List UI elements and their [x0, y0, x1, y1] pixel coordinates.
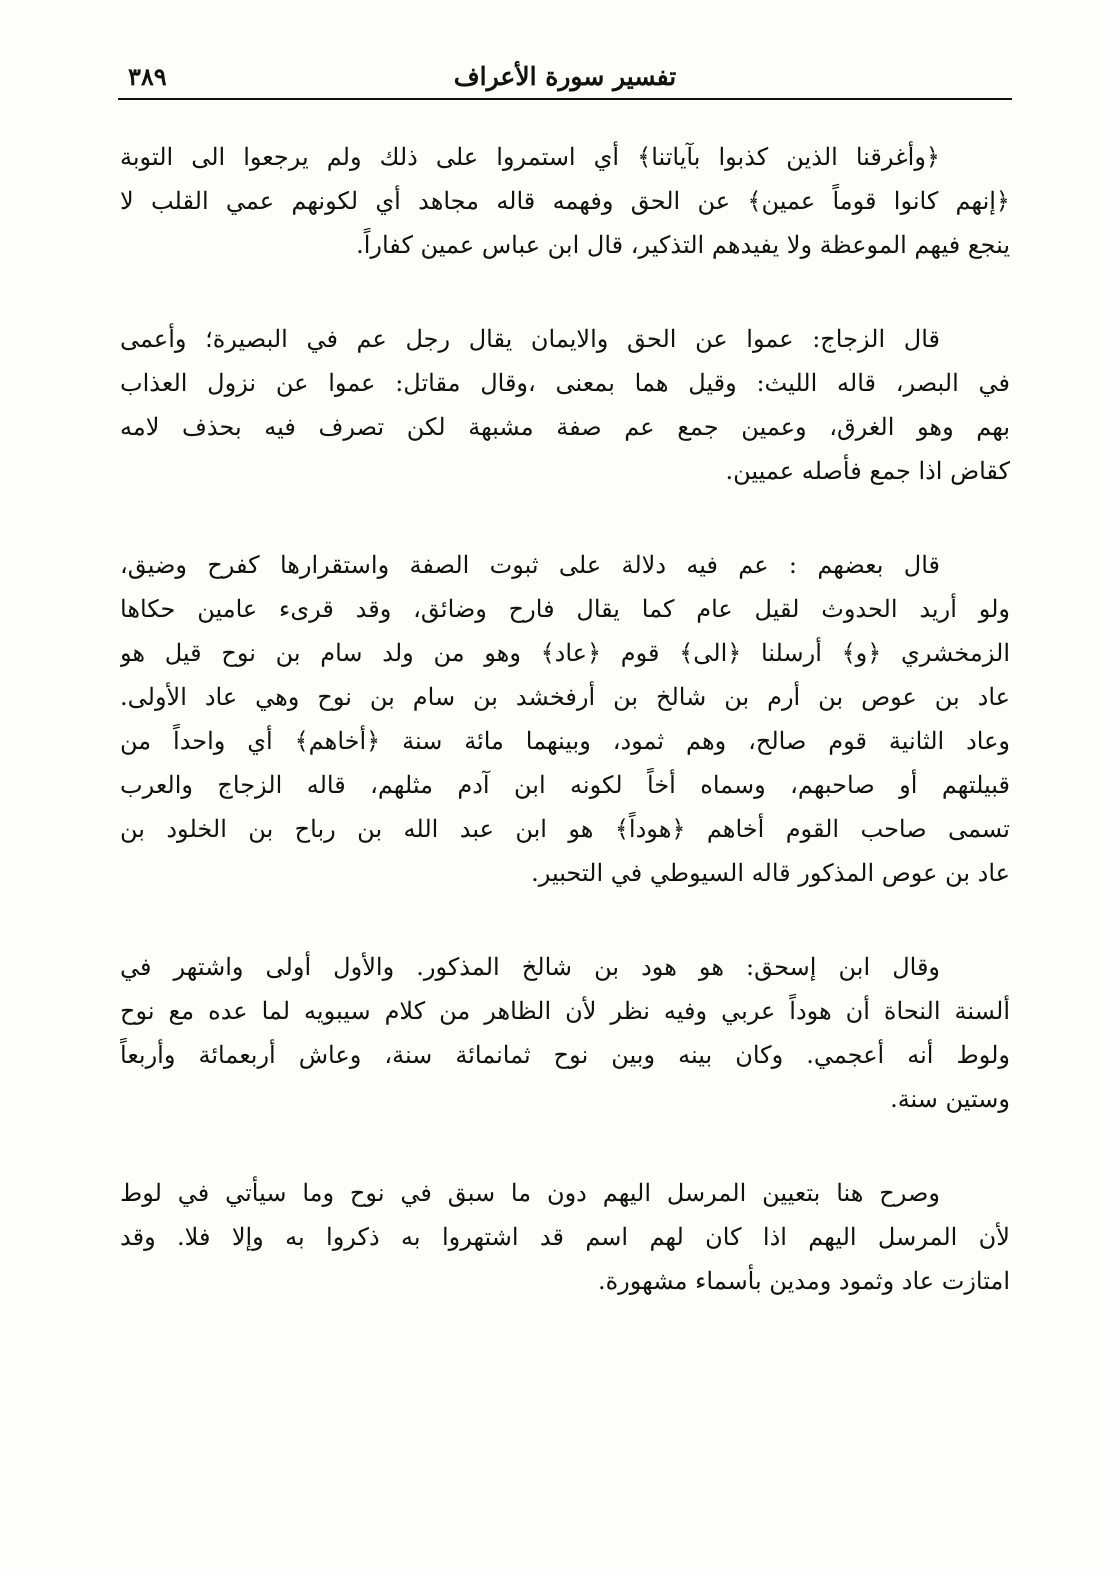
text-line: قبيلتهم أو صاحبهم، وسماه أخاً لكونه ابن آدم مثلهم، قاله الزجاج والعرب	[120, 771, 1010, 799]
text-line: ولوط أنه أعجمي. وكان بينه وبين نوح ثمانمائة سنة، وعاش أربعمائة وأربعاً	[120, 1041, 1010, 1069]
text-line: ينجع فيهم الموعظة ولا يفيدهم التذكير، قال ابن عباس عمين كفاراً.	[356, 231, 1010, 259]
text-line: عاد بن عوص بن أرم بن شالخ بن أرفخشد بن سام بن نوح وهي عاد الأولى.	[120, 683, 1010, 711]
text-line: في البصر، قاله الليث: وقيل هما بمعنى ،وقال مقاتل: عموا عن نزول العذاب	[120, 369, 1010, 397]
text-line: كقاض اذا جمع فأصله عميين.	[725, 457, 1010, 485]
text-line: عاد بن عوص المذكور قاله السيوطي في التحبير.	[531, 859, 1010, 887]
paragraph-2	[120, 317, 1010, 493]
text-line: ألسنة النحاة أن هوداً عربي وفيه نظر لأن الظاهر من كلام سيبويه لما عده مع نوح	[120, 997, 1010, 1025]
paragraph-5	[120, 1171, 1010, 1303]
text-line: وعاد الثانية قوم صالح، وهم ثمود، وبينهما مائة سنة ﴿أخاهم﴾ أي واحداً من	[120, 727, 1010, 755]
running-title: تفسير سورة الأعراف	[453, 62, 677, 91]
text-line: قال الزجاج: عموا عن الحق والايمان يقال رجل عم في البصيرة؛ وأعمى	[120, 325, 940, 353]
page-number: ٣٨٩	[128, 62, 167, 91]
page-header	[118, 58, 1012, 100]
text-line: تسمى صاحب القوم أخاهم ﴿هوداً﴾ هو ابن عبد الله بن رباح بن الخلود بن	[120, 815, 1010, 843]
text-line: لأن المرسل اليهم اذا كان لهم اسم قد اشتهروا به ذكروا به وإلا فلا. وقد	[120, 1223, 1010, 1251]
paragraph-3	[120, 543, 1010, 895]
page-body	[120, 135, 1010, 1353]
paragraph-4	[120, 945, 1010, 1121]
text-line: ﴿وأغرقنا الذين كذبوا بآياتنا﴾ أي استمروا على ذلك ولم يرجعوا الى التوبة	[120, 143, 940, 171]
text-line: بهم وهو الغرق، وعمين جمع عم صفة مشبهة لكن تصرف فيه بحذف لامه	[120, 413, 1010, 441]
text-line: ﴿إنهم كانوا قوماً عمين﴾ عن الحق وفهمه قاله مجاهد أي لكونهم عمي القلب لا	[120, 187, 1010, 215]
text-line: الزمخشري ﴿و﴾ أرسلنا ﴿الى﴾ قوم ﴿عاد﴾ وهو من ولد سام بن نوح قيل هو	[120, 639, 1010, 667]
text-line: وقال ابن إسحق: هو هود بن شالخ المذكور. والأول أولى واشتهر في	[120, 953, 940, 981]
text-line: ولو أريد الحدوث لقيل عام كما يقال فارح وضائق، وقد قرىء عامين حكاها	[120, 595, 1010, 623]
text-line: وصرح هنا بتعيين المرسل اليهم دون ما سبق في نوح وما سيأتي في لوط	[120, 1179, 940, 1207]
text-line: امتازت عاد وثمود ومدين بأسماء مشهورة.	[597, 1267, 1010, 1295]
text-line: وستين سنة.	[890, 1085, 1010, 1113]
text-line: قال بعضهم : عم فيه دلالة على ثبوت الصفة واستقرارها كفرح وضيق،	[120, 551, 940, 579]
paragraph-1	[120, 135, 1010, 267]
